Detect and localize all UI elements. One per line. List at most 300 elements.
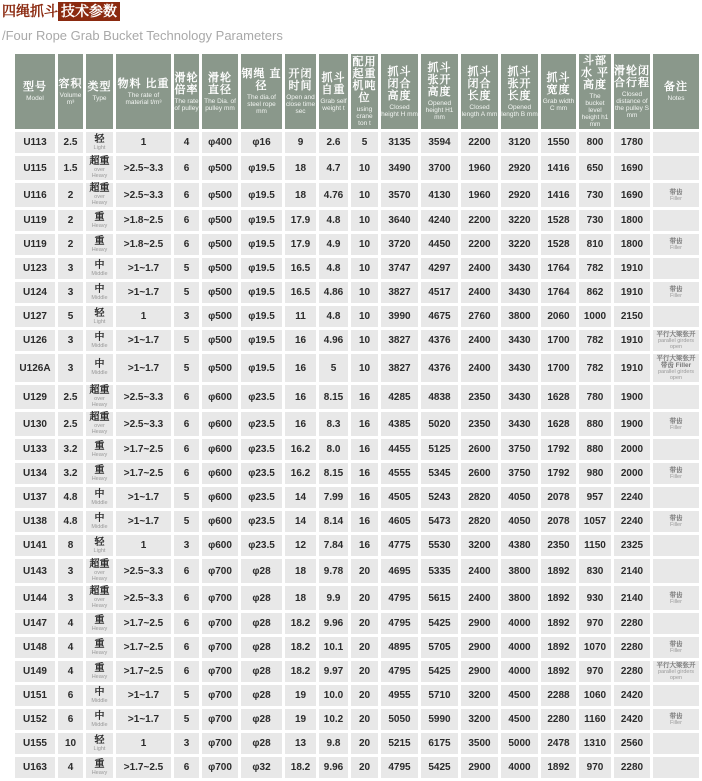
col-header-en: Volume m³	[59, 91, 82, 106]
cell-rope_dia: φ28	[241, 661, 282, 682]
col-header-en: Model	[26, 95, 44, 102]
col-header-en: Type	[92, 95, 107, 102]
cell-type	[86, 757, 113, 778]
cell-h: 4795	[381, 757, 418, 778]
cell-b: 4000	[501, 661, 538, 682]
table-row	[15, 637, 699, 658]
cell-c: 2280	[541, 709, 576, 730]
col-header-15	[579, 54, 611, 129]
cell-crane: 16	[351, 439, 378, 460]
col-header-cn: 型号	[23, 81, 47, 93]
cell-weight: 2.6	[319, 132, 348, 153]
cell-pulley_dia: φ500	[202, 330, 238, 351]
cell-s: 2420	[614, 709, 650, 730]
cell-c: 1892	[541, 613, 576, 634]
cell-c: 2350	[541, 535, 576, 556]
type-cn: 超重	[89, 156, 110, 167]
cell-s: 1910	[614, 282, 650, 303]
cell-weight: 9.96	[319, 757, 348, 778]
cell-model: U143	[15, 559, 55, 583]
cell-c: 2060	[541, 306, 576, 327]
table-row	[15, 487, 699, 508]
cell-s: 2150	[614, 306, 650, 327]
note-en: Filler	[670, 245, 682, 251]
cell-time: 16	[285, 330, 316, 351]
col-header-en: Grab width C mm	[542, 97, 575, 112]
cell-crane: 10	[351, 354, 378, 382]
cell-model: U130	[15, 412, 55, 436]
cell-h_level: 782	[579, 330, 611, 351]
cell-pulley_rate: 6	[174, 183, 199, 207]
cell-h_level: 1150	[579, 535, 611, 556]
cell-weight: 8.15	[319, 463, 348, 484]
page-title-highlight: 技术参数	[58, 2, 120, 21]
cell-c: 2078	[541, 511, 576, 532]
cell-b: 3220	[501, 210, 538, 231]
cell-material: >2.5~3.3	[116, 559, 171, 583]
cell-a: 2900	[461, 613, 498, 634]
cell-a: 2820	[461, 487, 498, 508]
cell-pulley_rate: 6	[174, 559, 199, 583]
cell-pulley_rate: 6	[174, 661, 199, 682]
cell-weight: 4.76	[319, 183, 348, 207]
cell-b: 3430	[501, 354, 538, 382]
cell-h_level: 1310	[579, 733, 611, 754]
cell-h: 4605	[381, 511, 418, 532]
type-en: Middle	[91, 697, 108, 704]
type-cn: 中	[94, 283, 105, 295]
cell-model: U119	[15, 210, 55, 231]
cell-time: 19	[285, 685, 316, 706]
cell-type	[86, 661, 113, 682]
cell-s: 2280	[614, 637, 650, 658]
cell-rope_dia: φ19.5	[241, 330, 282, 351]
note-en: Filler	[670, 522, 682, 528]
cell-note	[653, 183, 699, 207]
type-cn: 超重	[89, 559, 110, 570]
cell-a: 2200	[461, 132, 498, 153]
col-header-cn: 配用 起重 机吨 位	[352, 56, 377, 104]
cell-volume: 2	[58, 183, 83, 207]
cell-s: 2280	[614, 661, 650, 682]
cell-s: 1690	[614, 156, 650, 180]
cell-c: 2288	[541, 685, 576, 706]
cell-h: 3720	[381, 234, 418, 255]
cell-model: U134	[15, 463, 55, 484]
cell-time: 16.5	[285, 282, 316, 303]
cell-crane: 10	[351, 306, 378, 327]
col-header-cn: 抓斗 张开 高度	[427, 62, 452, 98]
cell-volume: 3	[58, 282, 83, 303]
cell-a: 2400	[461, 258, 498, 279]
table-row	[15, 354, 699, 382]
type-cn: 超重	[89, 586, 110, 597]
cell-b: 3430	[501, 412, 538, 436]
cell-pulley_rate: 6	[174, 613, 199, 634]
cell-h1: 5990	[421, 709, 458, 730]
cell-b: 2920	[501, 156, 538, 180]
cell-note	[653, 637, 699, 658]
cell-c: 1416	[541, 156, 576, 180]
col-header-1	[58, 54, 83, 129]
type-en: over Heavy	[91, 194, 108, 206]
cell-h: 3827	[381, 354, 418, 382]
cell-h1: 3700	[421, 156, 458, 180]
type-cn: 轻	[94, 307, 105, 319]
type-cn: 超重	[89, 385, 110, 396]
cell-model: U133	[15, 439, 55, 460]
cell-h: 4795	[381, 586, 418, 610]
cell-pulley_rate: 6	[174, 156, 199, 180]
note-cn: 带齿	[669, 591, 683, 599]
cell-time: 14	[285, 487, 316, 508]
cell-model: U126A	[15, 354, 55, 382]
cell-h_level: 862	[579, 282, 611, 303]
cell-time: 18.2	[285, 637, 316, 658]
table-row	[15, 385, 699, 409]
cell-material: >1~1.7	[116, 258, 171, 279]
cell-h_level: 970	[579, 757, 611, 778]
cell-type	[86, 132, 113, 153]
cell-rope_dia: φ19.5	[241, 156, 282, 180]
page-title-cn: 四绳抓斗	[2, 3, 58, 19]
cell-c: 1892	[541, 661, 576, 682]
cell-crane: 20	[351, 613, 378, 634]
type-en: Heavy	[91, 673, 108, 680]
col-header-14	[541, 54, 576, 129]
table-row	[15, 156, 699, 180]
cell-b: 3750	[501, 463, 538, 484]
cell-material: >2.5~3.3	[116, 586, 171, 610]
cell-s: 2000	[614, 439, 650, 460]
cell-volume: 5	[58, 306, 83, 327]
col-header-cn: 抓斗 自重	[321, 71, 346, 96]
cell-a: 3200	[461, 709, 498, 730]
cell-pulley_dia: φ500	[202, 156, 238, 180]
cell-time: 19	[285, 709, 316, 730]
cell-pulley_dia: φ400	[202, 132, 238, 153]
type-cn: 重	[94, 614, 105, 626]
type-cn: 超重	[89, 412, 110, 423]
type-en: Heavy	[91, 769, 108, 776]
cell-material: >1~1.7	[116, 354, 171, 382]
cell-note	[653, 511, 699, 532]
cell-rope_dia: φ28	[241, 586, 282, 610]
note-cn: 平行大梁张开	[656, 355, 696, 362]
cell-rope_dia: φ28	[241, 685, 282, 706]
cell-crane: 20	[351, 757, 378, 778]
cell-material: >1~1.7	[116, 511, 171, 532]
cell-h_level: 1000	[579, 306, 611, 327]
cell-material: >1~1.7	[116, 282, 171, 303]
type-en: Heavy	[91, 649, 108, 656]
cell-b: 3220	[501, 234, 538, 255]
cell-s: 1900	[614, 385, 650, 409]
cell-a: 2400	[461, 354, 498, 382]
cell-time: 18	[285, 183, 316, 207]
cell-h_level: 830	[579, 559, 611, 583]
table-row	[15, 234, 699, 255]
cell-h1: 5345	[421, 463, 458, 484]
cell-h_level: 800	[579, 132, 611, 153]
cell-pulley_rate: 6	[174, 757, 199, 778]
cell-crane: 16	[351, 463, 378, 484]
cell-type	[86, 685, 113, 706]
cell-pulley_rate: 5	[174, 282, 199, 303]
cell-crane: 20	[351, 733, 378, 754]
col-header-3	[116, 54, 171, 129]
cell-material: >1.7~2.5	[116, 757, 171, 778]
cell-h_level: 730	[579, 183, 611, 207]
cell-s: 2240	[614, 511, 650, 532]
cell-pulley_rate: 5	[174, 330, 199, 351]
cell-crane: 20	[351, 637, 378, 658]
table-row	[15, 258, 699, 279]
cell-pulley_rate: 3	[174, 306, 199, 327]
table-row	[15, 183, 699, 207]
cell-h1: 5020	[421, 412, 458, 436]
cell-type	[86, 183, 113, 207]
cell-rope_dia: φ19.5	[241, 306, 282, 327]
cell-pulley_rate: 5	[174, 354, 199, 382]
cell-h_level: 1057	[579, 511, 611, 532]
cell-material: >2.5~3.3	[116, 412, 171, 436]
cell-a: 1960	[461, 156, 498, 180]
col-header-cn: 抓斗 闭合 高度	[387, 65, 412, 102]
cell-a: 2820	[461, 511, 498, 532]
cell-time: 13	[285, 733, 316, 754]
cell-h: 4775	[381, 535, 418, 556]
cell-volume: 4.8	[58, 487, 83, 508]
type-cn: 轻	[94, 536, 105, 548]
type-en: Light	[93, 547, 106, 554]
cell-pulley_rate: 3	[174, 733, 199, 754]
cell-pulley_dia: φ600	[202, 535, 238, 556]
cell-note	[653, 757, 699, 778]
cell-crane: 16	[351, 412, 378, 436]
cell-volume: 10	[58, 733, 83, 754]
type-cn: 中	[94, 259, 105, 271]
cell-a: 2600	[461, 463, 498, 484]
cell-b: 4000	[501, 637, 538, 658]
col-header-en: Closed distance of the pulley S mm	[615, 90, 649, 119]
cell-b: 4500	[501, 685, 538, 706]
type-en: Heavy	[91, 475, 108, 482]
col-header-10	[381, 54, 418, 129]
cell-h: 3135	[381, 132, 418, 153]
cell-h: 3570	[381, 183, 418, 207]
cell-model: U155	[15, 733, 55, 754]
cell-weight: 4.8	[319, 306, 348, 327]
cell-volume: 2.5	[58, 132, 83, 153]
cell-volume: 6	[58, 685, 83, 706]
cell-h1: 5530	[421, 535, 458, 556]
col-header-17	[653, 54, 699, 129]
cell-volume: 3	[58, 354, 83, 382]
cell-weight: 8.15	[319, 385, 348, 409]
type-cn: 重	[94, 211, 105, 223]
cell-a: 2900	[461, 661, 498, 682]
cell-material: >1~1.7	[116, 487, 171, 508]
note-cn: 带齿	[669, 515, 683, 522]
cell-weight: 10.2	[319, 709, 348, 730]
cell-b: 3430	[501, 258, 538, 279]
cell-s: 1780	[614, 132, 650, 153]
cell-rope_dia: φ23.5	[241, 511, 282, 532]
cell-h: 5215	[381, 733, 418, 754]
cell-time: 18.2	[285, 757, 316, 778]
cell-material: >1~1.7	[116, 709, 171, 730]
col-header-11	[421, 54, 458, 129]
cell-h_level: 970	[579, 613, 611, 634]
cell-h_level: 650	[579, 156, 611, 180]
cell-model: U113	[15, 132, 55, 153]
table-row	[15, 463, 699, 484]
col-header-cn: 滑轮 直径	[208, 71, 232, 96]
cell-type	[86, 439, 113, 460]
cell-note	[653, 330, 699, 351]
note-en: Filler	[670, 293, 682, 299]
header-row	[15, 54, 699, 129]
cell-h1: 5710	[421, 685, 458, 706]
cell-material: >1.7~2.5	[116, 637, 171, 658]
cell-rope_dia: φ23.5	[241, 385, 282, 409]
cell-a: 2350	[461, 412, 498, 436]
cell-c: 1700	[541, 330, 576, 351]
col-header-en: Closed height H mm	[381, 103, 418, 118]
cell-s: 2420	[614, 685, 650, 706]
cell-c: 1628	[541, 385, 576, 409]
cell-h: 4285	[381, 385, 418, 409]
cell-crane: 10	[351, 183, 378, 207]
cell-h_level: 880	[579, 439, 611, 460]
col-header-cn: 备注	[664, 81, 688, 93]
cell-weight: 8.0	[319, 439, 348, 460]
note-cn: 平行大梁张开	[656, 331, 696, 338]
cell-rope_dia: φ28	[241, 613, 282, 634]
cell-note	[653, 210, 699, 231]
cell-volume: 4	[58, 661, 83, 682]
cell-b: 4000	[501, 613, 538, 634]
type-cn: 重	[94, 758, 105, 770]
cell-c: 2478	[541, 733, 576, 754]
cell-crane: 10	[351, 210, 378, 231]
cell-a: 2400	[461, 559, 498, 583]
cell-c: 1550	[541, 132, 576, 153]
cell-model: U147	[15, 613, 55, 634]
cell-b: 3800	[501, 306, 538, 327]
cell-h1: 4376	[421, 330, 458, 351]
cell-volume: 6	[58, 709, 83, 730]
col-header-cn: 抓斗 宽度	[546, 71, 571, 96]
cell-pulley_rate: 5	[174, 709, 199, 730]
col-header-en: Opened height H1 mm	[425, 100, 454, 121]
col-header-13	[501, 54, 538, 129]
cell-crane: 16	[351, 385, 378, 409]
cell-h_level: 970	[579, 661, 611, 682]
cell-h: 3827	[381, 330, 418, 351]
cell-weight: 4.9	[319, 234, 348, 255]
cell-weight: 5	[319, 354, 348, 382]
note-cn: 带齿	[669, 286, 683, 293]
cell-pulley_dia: φ700	[202, 586, 238, 610]
cell-pulley_rate: 3	[174, 535, 199, 556]
table-row	[15, 282, 699, 303]
cell-pulley_rate: 6	[174, 439, 199, 460]
cell-volume: 4	[58, 757, 83, 778]
cell-weight: 4.8	[319, 258, 348, 279]
note-en: parallel girders open	[657, 338, 695, 350]
cell-h1: 5125	[421, 439, 458, 460]
cell-note	[653, 412, 699, 436]
table-row	[15, 709, 699, 730]
cell-material: >1.7~2.5	[116, 613, 171, 634]
cell-h_level: 880	[579, 412, 611, 436]
cell-pulley_dia: φ500	[202, 306, 238, 327]
type-cn: 轻	[94, 133, 105, 145]
table-row	[15, 586, 699, 610]
table-row	[15, 733, 699, 754]
type-cn: 中	[94, 512, 105, 524]
cell-model: U152	[15, 709, 55, 730]
cell-note	[653, 559, 699, 583]
table-row	[15, 535, 699, 556]
type-cn: 重	[94, 440, 105, 452]
page-subtitle: /Four Rope Grab Bucket Technology Parameters	[2, 28, 283, 43]
cell-c: 1892	[541, 586, 576, 610]
cell-type	[86, 354, 113, 382]
table-row	[15, 511, 699, 532]
cell-model: U151	[15, 685, 55, 706]
type-en: Light	[93, 318, 106, 325]
cell-rope_dia: φ28	[241, 733, 282, 754]
cell-h1: 6175	[421, 733, 458, 754]
type-en: Middle	[91, 370, 108, 376]
cell-h_level: 810	[579, 234, 611, 255]
col-header-0	[15, 54, 55, 129]
cell-h1: 5335	[421, 559, 458, 583]
col-header-en: The Dia. of pulley mm	[204, 97, 236, 112]
cell-crane: 16	[351, 487, 378, 508]
col-header-en: The rate of pulley	[174, 97, 199, 112]
cell-weight: 9.8	[319, 733, 348, 754]
table-row	[15, 685, 699, 706]
cell-type	[86, 210, 113, 231]
cell-rope_dia: φ23.5	[241, 463, 282, 484]
cell-h: 3747	[381, 258, 418, 279]
cell-pulley_rate: 5	[174, 258, 199, 279]
cell-weight: 9.78	[319, 559, 348, 583]
cell-c: 1792	[541, 463, 576, 484]
cell-s: 2240	[614, 487, 650, 508]
type-en: Middle	[91, 270, 108, 277]
cell-volume: 2	[58, 234, 83, 255]
cell-type	[86, 709, 113, 730]
cell-time: 11	[285, 306, 316, 327]
cell-pulley_dia: φ600	[202, 412, 238, 436]
page-title	[0, 0, 650, 20]
col-header-en: Grab self weight t	[320, 97, 347, 112]
cell-weight: 10.0	[319, 685, 348, 706]
cell-c: 1700	[541, 354, 576, 382]
cell-s: 2560	[614, 733, 650, 754]
note-en: Filler	[670, 474, 682, 480]
cell-time: 14	[285, 511, 316, 532]
cell-model: U141	[15, 535, 55, 556]
col-header-9	[351, 54, 378, 129]
cell-s: 1910	[614, 330, 650, 351]
type-cn: 重	[94, 638, 105, 650]
